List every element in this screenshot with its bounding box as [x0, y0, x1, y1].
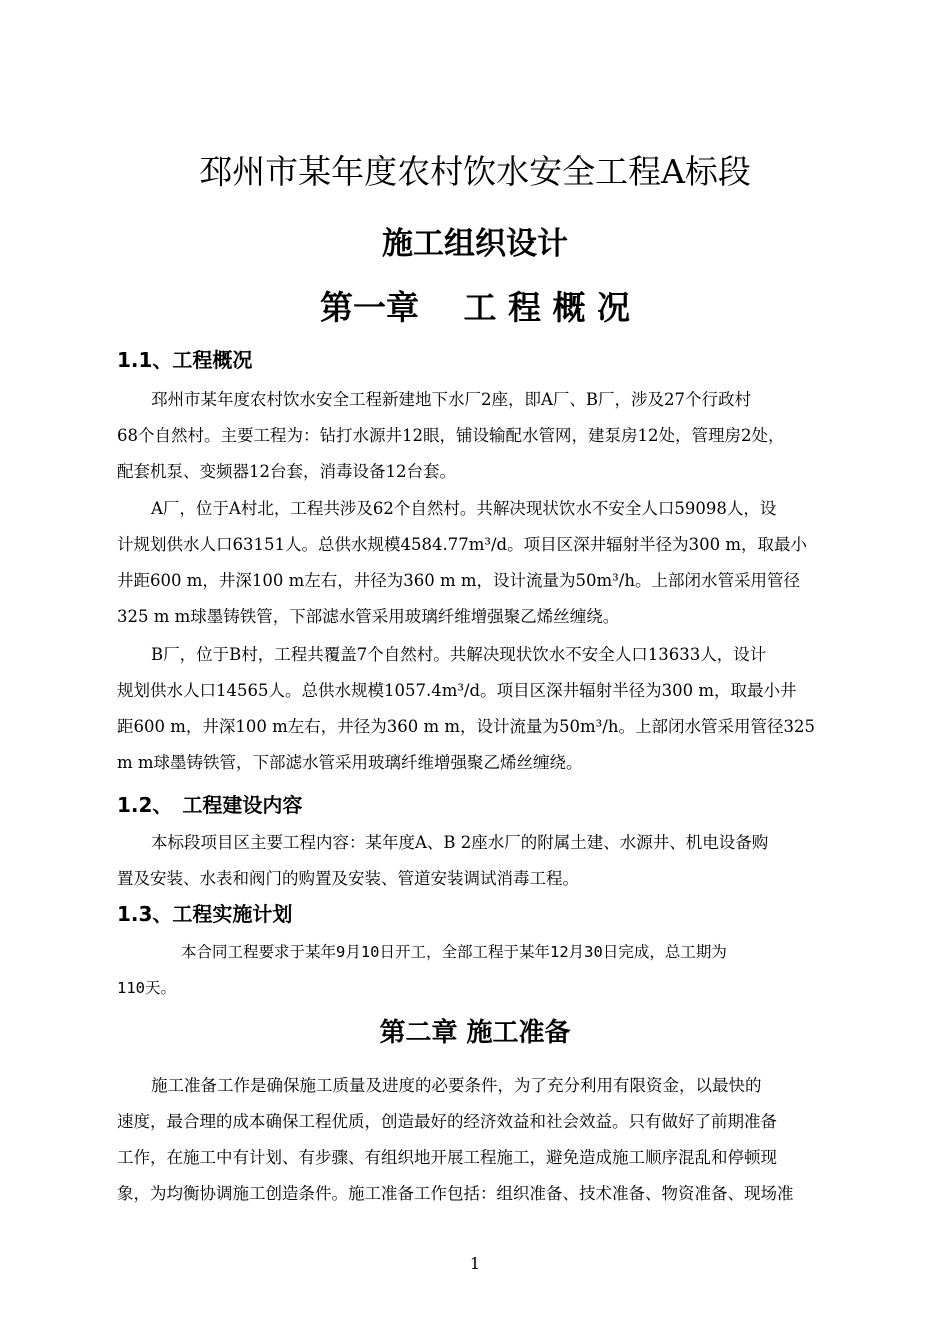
text-line: 置及安装、水表和阀门的购置及安装、管道安装调试消毒工程。 — [117, 869, 579, 888]
text-line: 速度，最合理的成本确保工程优质，创造最好的经济效益和社会效益。只有做好了前期准备 — [117, 1112, 777, 1131]
text-line: 本标段项目区主要工程内容：某年度A、B 2座水厂的附属土建、水源井、机电设备购 — [151, 833, 769, 852]
text-line: 110天。 — [117, 979, 176, 997]
text-line: 325 m m球墨铸铁管，下部滤水管采用玻璃纤维增强聚乙烯丝缠绕。 — [117, 607, 620, 626]
text-line: A厂，位于A村北，工程共涉及62个自然村。共解决现状饮水不安全人口59098人，设 — [151, 499, 777, 518]
text-line: m m球墨铸铁管，下部滤水管采用玻璃纤维增强聚乙烯丝缠绕。 — [117, 753, 583, 772]
section-1-3-paragraph — [117, 934, 859, 1006]
text-line: 距600 m，井深100 m左右，井径为360 m m，设计流量为50m³/h。上部闭水管采用管径325 — [117, 717, 815, 736]
text-line: 68个自然村。主要工程为：钻打水源井12眼，铺设输配水管网，建泵房12处，管理房2处， — [117, 426, 785, 445]
section-1-1-paragraph-3 — [117, 637, 859, 781]
page-number: 1 — [469, 1254, 481, 1273]
section-1-1-heading: 1.1、工程概况 — [117, 348, 253, 372]
section-1-2-paragraph — [117, 825, 859, 897]
text-line: 邳州市某年度农村饮水安全工程新建地下水厂2座，即A厂、B厂，涉及27个行政村 — [151, 390, 752, 409]
section-1-1-paragraph-1 — [117, 382, 859, 490]
chapter-2-heading: 第二章 施工准备 — [379, 1018, 571, 1048]
text-line: 工作，在施工中有计划、有步骤、有组织地开展工程施工，避免造成施工顺序混乱和停顿现 — [117, 1148, 777, 1167]
text-line: 象，为均衡协调施工创造条件。施工准备工作包括：组织准备、技术准备、物资准备、现场准 — [117, 1184, 794, 1203]
text-line: 配套机泵、变频器12台套，消毒设备12台套。 — [117, 462, 456, 481]
text-line: B厂，位于B村，工程共覆盖7个自然村。共解决现状饮水不安全人口13633人，设计 — [151, 645, 767, 664]
section-1-3-heading: 1.3、工程实施计划 — [117, 902, 293, 926]
section-1-2-heading: 1.2、 工程建设内容 — [117, 793, 303, 817]
text-line: 施工准备工作是确保施工质量及进度的必要条件，为了充分利用有限资金，以最快的 — [151, 1076, 762, 1095]
text-line: 本合同工程要求于某年9月10日开工，全部工程于某年12月30日完成，总工期为 — [181, 943, 727, 961]
document-title: 邳州市某年度农村饮水安全工程A标段 — [199, 152, 751, 191]
document-subtitle: 施工组织设计 — [382, 226, 568, 262]
text-line: 井距600 m，井深100 m左右，井径为360 m m，设计流量为50m³/h。上部闭水管采用管径 — [117, 571, 800, 590]
text-line: 计规划供水人口63151人。总供水规模4584.77m³/d。项目区深井辐射半径为300 m，取最小 — [117, 535, 807, 554]
section-1-1-paragraph-2 — [117, 491, 859, 635]
chapter-2-paragraph — [117, 1068, 859, 1212]
chapter-1-heading: 第一章 工 程 概 况 — [320, 288, 630, 327]
text-line: 规划供水人口14565人。总供水规模1057.4m³/d。项目区深井辐射半径为300 m，取最小井 — [117, 681, 797, 700]
